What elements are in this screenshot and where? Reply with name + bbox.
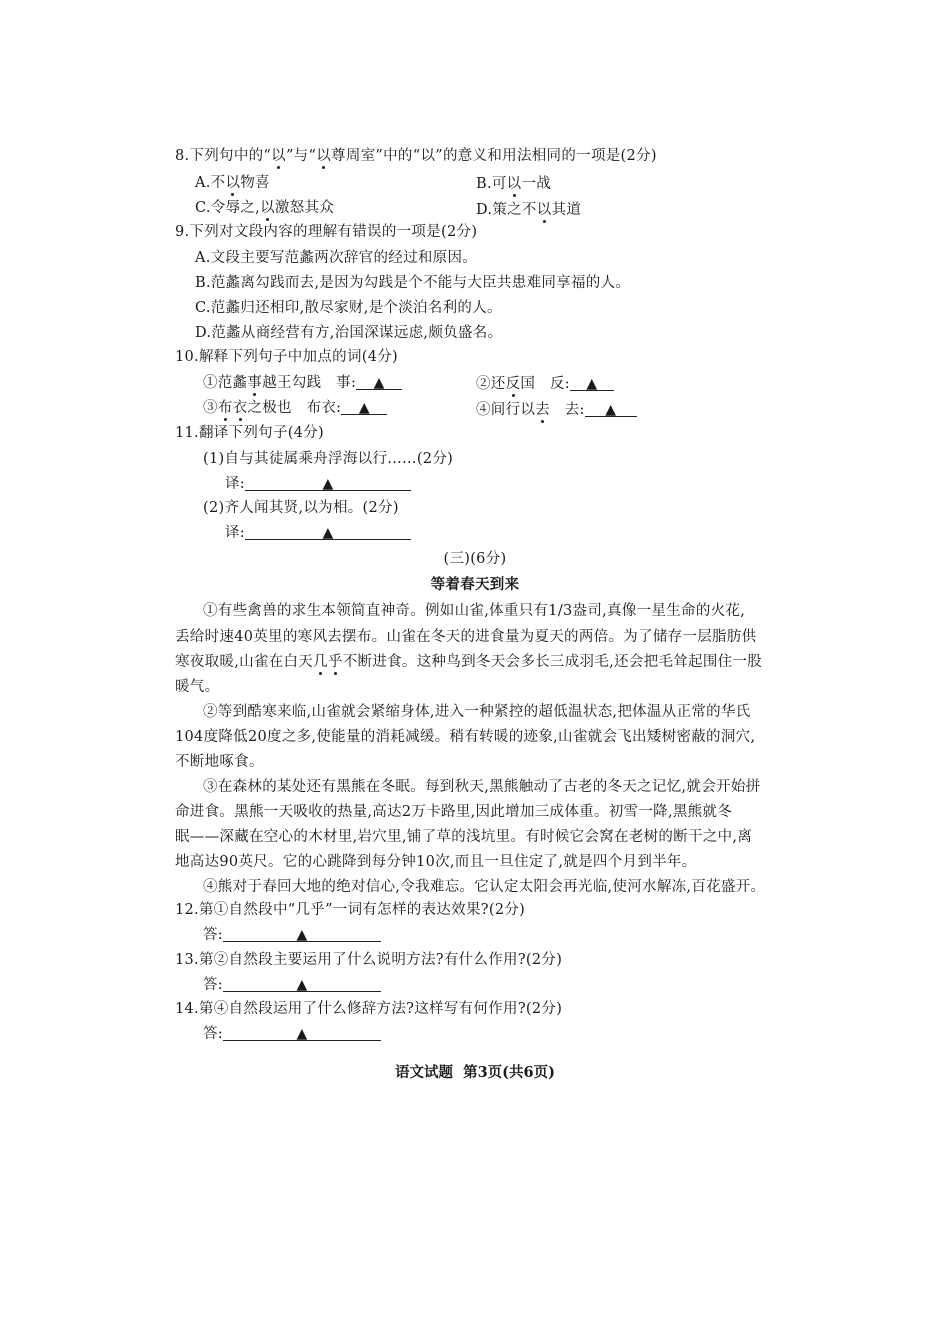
item-text: ①范蠡 (203, 375, 248, 391)
q11-translate-2 (225, 523, 411, 543)
q11-translate-1 (225, 474, 411, 494)
opt-text: 一战 (521, 176, 552, 192)
q8-option-c (195, 198, 334, 218)
answer-blank[interactable] (223, 925, 381, 942)
answer-blank[interactable] (245, 523, 411, 540)
passage-line: ②等到酷寒来临,山雀就会紧缩身体,进入一种紧控的超低温状态,把体温从正常的华氏 (203, 704, 751, 720)
triangle-icon: ▲ (296, 1026, 308, 1042)
answer-blank[interactable] (570, 374, 614, 391)
item-text: ③ (203, 400, 218, 416)
q12-stem: 12.第①自然段中“几乎”一词有怎样的表达效果?(2分) (175, 902, 526, 918)
q8-option-d (476, 200, 581, 220)
q9-option-c: C.范蠡归还相印,散尽家财,是个淡泊名利的人。 (195, 300, 502, 316)
item-text: ②还 (476, 376, 506, 392)
answer-blank[interactable] (356, 373, 402, 390)
triangle-icon: ▲ (373, 375, 385, 391)
q10-item-2 (476, 374, 614, 394)
passage-text: 寒夜取暖,山雀在白天 (175, 654, 314, 670)
opt-text: B.可 (476, 176, 507, 192)
q10-item-4 (476, 400, 637, 420)
passage-line: 104度降低20度之多,使能量的消耗减缓。稍有转暖的迹象,山雀就会飞出矮树密蔽的洞穴, (175, 729, 756, 745)
passage-title: 等着春天到来 (430, 576, 520, 593)
opt-text: 物喜 (240, 175, 270, 191)
passage-text: 不断进食。这种鸟到冬天会多长三成羽毛,还会把毛耸起围住一股 (342, 654, 763, 670)
item-text: 之极也 (247, 400, 292, 416)
triangle-icon: ▲ (586, 376, 598, 392)
passage-line: 命进食。黑熊一天吸收的热量,高达2万卡路里,因此增加三成体重。初雪一降,黑熊就冬 (175, 804, 733, 820)
opt-text: C.令辱之, (195, 200, 261, 216)
passage-line: 暖气。 (175, 679, 220, 695)
answer-blank[interactable] (341, 398, 387, 415)
item-text: 国 (520, 376, 536, 392)
opt-text: 其道 (551, 202, 582, 218)
triangle-icon: ▲ (322, 476, 334, 492)
translate-label: 译: (225, 476, 245, 492)
q8-option-b (476, 174, 551, 194)
item-label: 去: (564, 402, 585, 418)
passage-line: ③在森林的某处还有黑熊在冬眠。每到秋天,黑熊触动了古老的冬天之记忆,就会开始拼 (203, 779, 761, 795)
dotted-word: 以 (506, 176, 522, 192)
q8-stem (175, 146, 657, 166)
passage-line: 不断地啄食。 (175, 754, 264, 770)
q8-text-3: 尊周室”中的“以”的意义和用法相同的一项是(2分) (331, 148, 657, 164)
q8-dotted-word: 以 (271, 148, 286, 164)
q12-answer (203, 925, 381, 945)
dotted-word: 以 (225, 175, 241, 191)
item-text: ④间行以 (476, 402, 536, 418)
triangle-icon: ▲ (322, 525, 334, 541)
q11-sentence-2: (2)齐人闻其贤,以为相。(2分) (203, 500, 399, 516)
q9-option-a: A.文段主要写范蠡两次辞官的经过和原因。 (195, 250, 478, 266)
q14-answer (203, 1024, 381, 1044)
dotted-word: 衣 (232, 400, 248, 416)
section-heading: (三)(6分) (443, 551, 507, 567)
dotted-word: 事 (247, 375, 263, 391)
q14-stem: 14.第④自然段运用了什么修辞方法?这样写有何作用?(2分) (175, 1001, 563, 1017)
dotted-word: 反 (505, 376, 521, 392)
q13-stem: 13.第②自然段主要运用了什么说明方法?有什么作用?(2分) (175, 952, 563, 968)
answer-label: 答: (203, 977, 223, 993)
dotted-word: 以 (536, 202, 552, 218)
answer-label: 答: (203, 1026, 223, 1042)
passage-line: 丢给时速40英里的寒风去摆布。山雀在冬天的进食量为夏天的两倍。为了储存一层脂肪供 (175, 629, 757, 645)
answer-blank[interactable] (585, 400, 637, 417)
page-footer: 语文试题 第3页(共6页) (395, 1064, 555, 1081)
item-label: 事: (336, 375, 357, 391)
q8-text-1: 8.下列句中的“ (175, 148, 272, 164)
passage-line: ①有些禽兽的求生本领简直神奇。例如山雀,体重只有1/3盎司,真像一星生命的火花, (203, 603, 746, 619)
item-text: 越王勾践 (262, 375, 322, 391)
q10-item-1 (203, 373, 402, 393)
item-label: 布衣: (306, 400, 342, 416)
triangle-icon: ▲ (358, 400, 370, 416)
dotted-word: 几 (313, 654, 328, 670)
q8-text-2: ”与“ (285, 148, 317, 164)
triangle-icon: ▲ (296, 977, 308, 993)
q10-stem: 10.解释下列句子中加点的词(4分) (175, 349, 398, 365)
dotted-word: 去 (535, 402, 551, 418)
dotted-word: 以 (260, 200, 275, 216)
triangle-icon: ▲ (605, 402, 617, 418)
q9-option-b: B.范蠡离勾践而去,是因为勾践是个不能与大臣共患难同享福的人。 (195, 275, 631, 291)
q9-option-d: D.范蠡从商经营有方,治国深谋远虑,颇负盛名。 (195, 325, 503, 341)
q9-stem: 9.下列对文段内容的理解有错误的一项是(2分) (175, 224, 478, 240)
answer-label: 答: (203, 927, 223, 943)
answer-blank[interactable] (245, 474, 411, 491)
q8-option-a (195, 173, 270, 193)
passage-line: ④熊对于春回大地的绝对信心,令我难忘。它认定太阳会再光临,使河水解冻,百花盛开。 (203, 879, 766, 895)
passage-line (175, 652, 762, 672)
passage-line: 地高达90英尺。它的心跳降到每分钟10次,而且一旦住定了,就是四个月到半年。 (175, 854, 697, 870)
opt-text: 激怒其众 (274, 200, 335, 216)
opt-text: D.策之不 (476, 202, 537, 218)
passage-line: 眠——深藏在空心的木材里,岩穴里,铺了草的浅坑里。有时候它会窝在老树的断干之中,离 (175, 829, 753, 845)
q8-dotted-word: 以 (316, 148, 332, 164)
item-label: 反: (549, 376, 570, 392)
answer-blank[interactable] (223, 975, 381, 992)
answer-blank[interactable] (223, 1024, 381, 1041)
opt-text: A.不 (195, 175, 226, 191)
dotted-word: 布 (217, 400, 233, 416)
q13-answer (203, 975, 381, 995)
q11-sentence-1: (1)自与其徒属乘舟浮海以行……(2分) (203, 451, 454, 467)
dotted-word: 乎 (327, 654, 343, 670)
translate-label: 译: (225, 525, 245, 541)
q11-stem: 11.翻译下列句子(4分) (175, 425, 324, 441)
triangle-icon: ▲ (296, 927, 308, 943)
q10-item-3 (203, 398, 387, 418)
